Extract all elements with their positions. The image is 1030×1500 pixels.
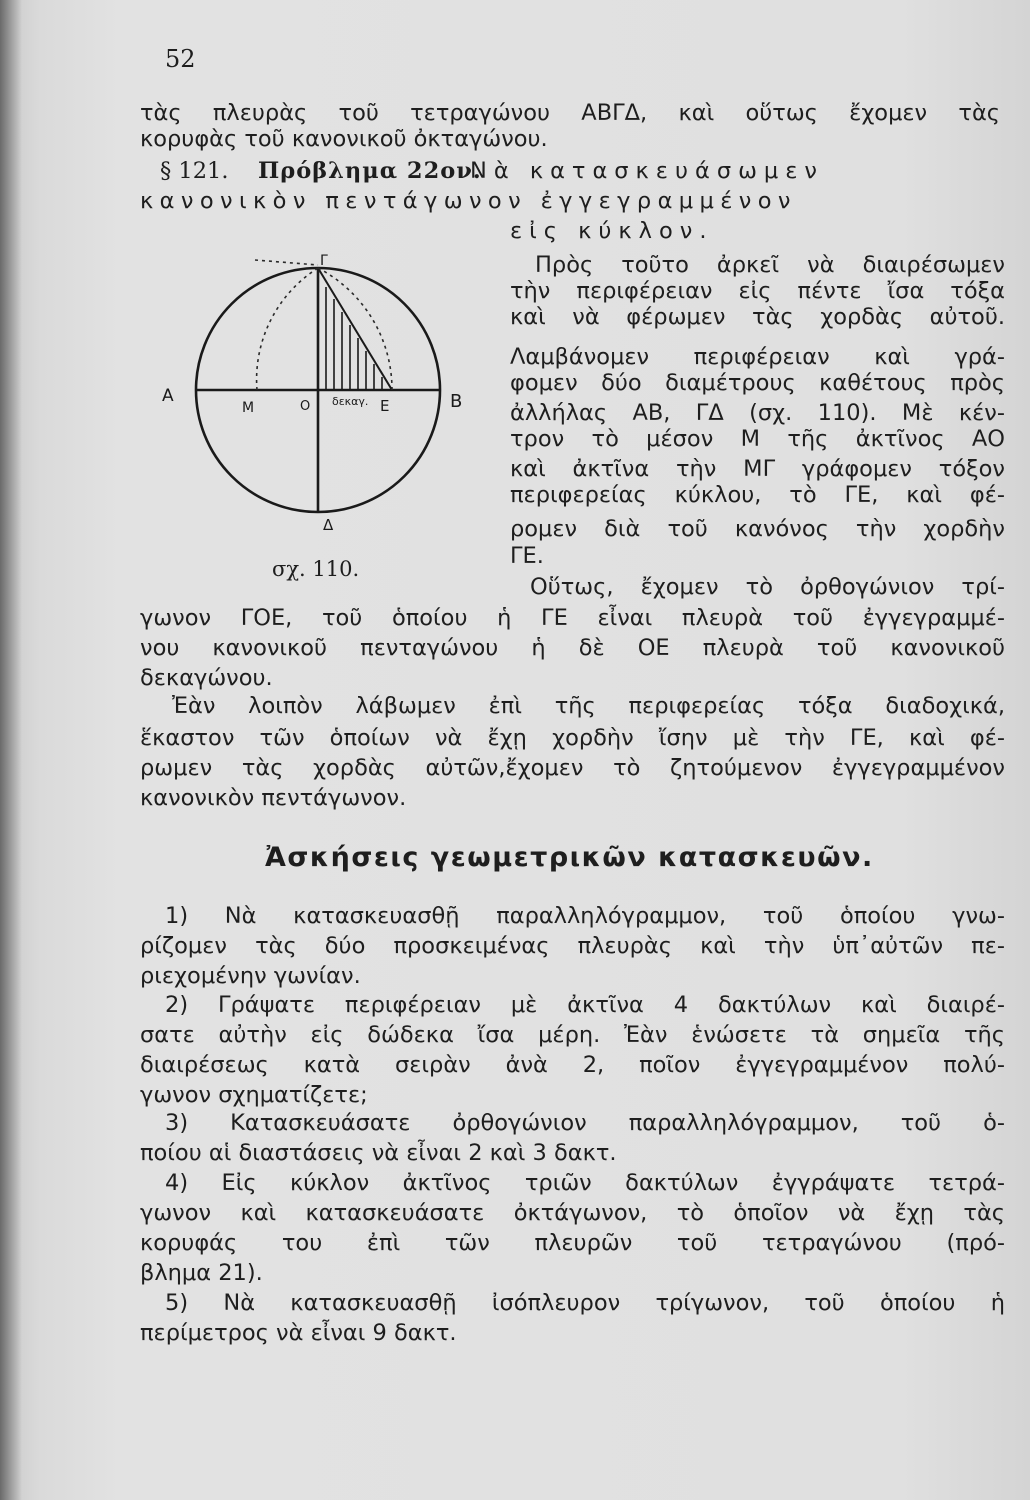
exercise-line: περίμετρος νὰ εἶναι 9 δακτ.	[140, 1320, 457, 1346]
arc-dashed	[257, 268, 318, 390]
book-spine-shadow	[0, 0, 22, 1500]
figure-110	[160, 245, 500, 595]
text-line: ρωμεν τὰς χορδὰς αὐτῶν,ἔχομεν τὸ ζητούμενον ἐγγεγραμμένον	[140, 755, 1005, 781]
label-dekag: δεκαγ.	[332, 395, 369, 408]
figure-caption: σχ. 110.	[272, 557, 360, 581]
label-B: Β	[450, 391, 463, 412]
problem-title: Νὰ κατασκευάσωμεν	[470, 158, 824, 184]
exercise-line: 2) Γράψατε περιφέρειαν μὲ ἀκτῖνα 4 δακτύλων καὶ διαιρέ-	[165, 992, 1005, 1018]
text-line: νου κανονικοῦ πενταγώνου ἡ δὲ ΟΕ πλευρὰ τοῦ κανονικοῦ	[140, 635, 1005, 661]
label-O: Ο	[300, 399, 311, 414]
exercise-line: γωνον καὶ κατασκευάσατε ὀκτάγωνον, τὸ ὁποῖον νὰ ἔχῃ τὰς	[140, 1200, 1005, 1226]
text-line: καὶ νὰ φέρωμεν τὰς χορδὰς αὐτοῦ.	[510, 304, 1005, 330]
text-line: φομεν δύο διαμέτρους καθέτους πρὸς	[510, 370, 1005, 396]
text-line: καὶ ἀκτῖνα τὴν ΜΓ γράφομεν τόξον	[510, 456, 1005, 482]
text-line: ρομεν διὰ τοῦ κανόνος τὴν χορδὴν	[510, 516, 1005, 542]
exercise-line: γωνον σχηματίζετε;	[140, 1082, 368, 1108]
exercise-line: 5) Νὰ κατασκευασθῇ ἰσόπλευρον τρίγωνον, τοῦ ὁποίου ἡ	[165, 1290, 1005, 1316]
section-number: § 121.	[160, 158, 229, 184]
text-line: ΓΕ.	[510, 543, 544, 569]
text-line: κορυφὰς τοῦ κανονικοῦ ὀκταγώνου.	[140, 126, 548, 152]
text-line: περιφερείας κύκλου, τὸ ΓΕ, καὶ φέ-	[510, 482, 1005, 508]
exercise-line: διαιρέσεως κατὰ σειρὰν ἀνὰ 2, ποῖον ἐγγεγραμμένον πολύ-	[140, 1052, 1005, 1078]
exercise-line: κορυφάς του ἐπὶ τῶν πλευρῶν τοῦ τετραγώνου (πρό-	[140, 1230, 1005, 1256]
problem-label: Πρόβλημα 22ον.	[258, 158, 482, 184]
problem-title: κανονικὸν πεντάγωνον ἐγγεγραμμένον	[140, 188, 797, 214]
exercise-line: 1) Νὰ κατασκευασθῇ παραλληλόγραμμον, τοῦ ὁποίου γνω-	[165, 903, 1005, 929]
circle-pentagon-diagram	[160, 245, 500, 595]
label-G: Γ	[320, 253, 328, 269]
exercise-line: σατε αὐτὴν εἰς δώδεκα ἴσα μέρη. Ἐὰν ἑνώσετε τὰ σημεῖα τῆς	[140, 1022, 1005, 1048]
page-number: 52	[165, 45, 196, 73]
label-D: Δ	[323, 516, 334, 534]
text-line: Οὕτως, ἔχομεν τὸ ὀρθογώνιον τρί-	[530, 574, 1005, 600]
exercise-line: βλημα 21).	[140, 1260, 263, 1286]
text-line: γωνον ΓΟΕ, τοῦ ὁποίου ἡ ΓΕ εἶναι πλευρὰ τοῦ ἐγγεγραμμέ-	[140, 605, 1005, 631]
label-A: Α	[162, 386, 174, 406]
exercise-line: 3) Κατασκευάσατε ὀρθογώνιον παραλληλόγραμμον, τοῦ ὁ-	[165, 1110, 1005, 1136]
problem-title: εἰς κύκλον.	[510, 218, 714, 244]
text-line: τὰς πλευρὰς τοῦ τετραγώνου ΑΒΓΔ, καὶ οὕτως ἔχομεν τὰς	[140, 100, 1000, 126]
exercise-line: ριεχομένην γωνίαν.	[140, 963, 361, 989]
text-line: ἕκαστον τῶν ὁποίων νὰ ἔχῃ χορδὴν ἴσην μὲ τὴν ΓΕ, καὶ φέ-	[140, 725, 1005, 751]
text-line: τρον τὸ μέσον Μ τῆς ἀκτῖνος ΑΟ	[510, 426, 1005, 452]
text-line: κανονικὸν πεντάγωνον.	[140, 785, 407, 811]
label-E: Ε	[380, 397, 390, 415]
text-line: δεκαγώνου.	[140, 665, 273, 691]
text-line: Λαμβάνομεν περιφέρειαν καὶ γρά-	[510, 344, 1005, 370]
text-line: Ἐὰν λοιπὸν λάβωμεν ἐπὶ τῆς περιφερείας τόξα διαδοχικά,	[172, 693, 1005, 719]
exercises-heading: Ἀσκήσεις γεωμετρικῶν κατασκευῶν.	[265, 842, 874, 873]
text-line: ἀλλήλας ΑΒ, ΓΔ (σχ. 110). Μὲ κέν-	[510, 400, 1005, 426]
exercise-line: ποίου αἱ διαστάσεις νὰ εἶναι 2 καὶ 3 δακτ.	[140, 1140, 617, 1166]
dotted-tick	[255, 260, 318, 265]
label-M: Μ	[242, 400, 255, 416]
exercise-line: 4) Εἰς κύκλον ἀκτῖνος τριῶν δακτύλων ἐγγράψατε τετρά-	[165, 1170, 1005, 1196]
text-line: τὴν περιφέρειαν εἰς πέντε ἴσα τόξα	[510, 278, 1005, 304]
exercise-line: ρίζομεν τὰς δύο προσκειμένας πλευρὰς καὶ τὴν ὑπ᾿αὐτῶν πε-	[140, 933, 1005, 959]
text-line: Πρὸς τοῦτο ἀρκεῖ νὰ διαιρέσωμεν	[535, 252, 1005, 278]
